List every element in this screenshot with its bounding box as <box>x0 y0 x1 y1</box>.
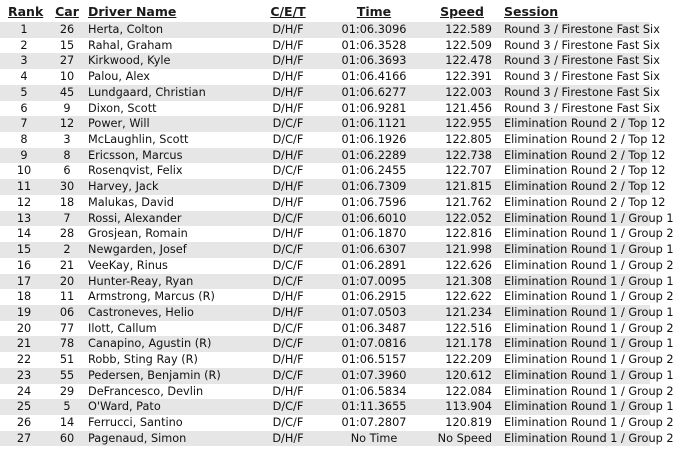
table-row <box>0 352 650 368</box>
speed-cell: 120.819 <box>424 415 500 431</box>
rank-cell: 2 <box>0 38 48 54</box>
table-row <box>0 132 650 148</box>
speed-cell: 121.178 <box>424 336 500 352</box>
table-row <box>0 384 650 400</box>
lap-time-cell: 01:06.7596 <box>324 195 424 211</box>
lap-time-cell: 01:06.1870 <box>324 226 424 242</box>
speed-cell: 121.815 <box>424 179 500 195</box>
car-number-cell: 06 <box>48 305 86 321</box>
rank-cell: 16 <box>0 258 48 274</box>
lap-time-cell: 01:07.0095 <box>324 274 424 290</box>
driver-name-cell: Ilott, Callum <box>86 321 252 337</box>
car-number-cell: 7 <box>48 211 86 227</box>
lap-time-cell: 01:06.9281 <box>324 101 424 117</box>
speed-cell: 122.084 <box>424 384 500 400</box>
rank-cell: 27 <box>0 431 48 447</box>
table-row <box>0 305 650 321</box>
driver-name-cell: Lundgaard, Christian <box>86 85 252 101</box>
rank-cell: 24 <box>0 384 48 400</box>
table-row <box>0 53 650 69</box>
session-cell: Round 3 / Firestone Fast Six <box>500 85 650 101</box>
car-number-cell: 29 <box>48 384 86 400</box>
cet-cell: D/H/F <box>252 148 324 164</box>
cet-cell: D/C/F <box>252 321 324 337</box>
speed-cell: 122.622 <box>424 289 500 305</box>
session-cell: Elimination Round 1 / Group 2 <box>500 321 650 337</box>
car-number-cell: 30 <box>48 179 86 195</box>
cet-cell: D/H/F <box>252 22 324 38</box>
driver-name-cell: Dixon, Scott <box>86 101 252 117</box>
cet-cell: D/H/F <box>252 53 324 69</box>
session-cell: Elimination Round 1 / Group 1 <box>500 211 650 227</box>
driver-name-cell: Rahal, Graham <box>86 38 252 54</box>
driver-name-cell: DeFrancesco, Devlin <box>86 384 252 400</box>
rank-cell: 23 <box>0 368 48 384</box>
car-number-cell: 20 <box>48 274 86 290</box>
rank-cell: 21 <box>0 336 48 352</box>
driver-name-cell: Rosenqvist, Felix <box>86 163 252 179</box>
speed-cell: 122.805 <box>424 132 500 148</box>
lap-time-cell: 01:07.0503 <box>324 305 424 321</box>
cet-cell: D/H/F <box>252 179 324 195</box>
car-number-cell: 10 <box>48 69 86 85</box>
rank-cell: 20 <box>0 321 48 337</box>
speed-cell: 122.738 <box>424 148 500 164</box>
lap-time-cell: 01:07.3960 <box>324 368 424 384</box>
lap-time-cell: 01:06.2289 <box>324 148 424 164</box>
lap-time-cell: 01:06.1926 <box>324 132 424 148</box>
driver-name-cell: Harvey, Jack <box>86 179 252 195</box>
lap-time-cell: 01:06.2891 <box>324 258 424 274</box>
lap-time-cell: 01:06.2915 <box>324 289 424 305</box>
driver-name-cell: McLaughlin, Scott <box>86 132 252 148</box>
driver-name-cell: Canapino, Agustin (R) <box>86 336 252 352</box>
lap-time-cell: 01:06.7309 <box>324 179 424 195</box>
cet-cell: D/H/F <box>252 431 324 447</box>
car-number-cell: 6 <box>48 163 86 179</box>
table-row <box>0 116 650 132</box>
session-cell: Elimination Round 1 / Group 1 <box>500 399 650 415</box>
table-row <box>0 336 650 352</box>
lap-time-cell: 01:06.2455 <box>324 163 424 179</box>
table-row <box>0 368 650 384</box>
speed-cell: 122.052 <box>424 211 500 227</box>
header-row <box>0 0 650 22</box>
rank-cell: 17 <box>0 274 48 290</box>
car-number-cell: 2 <box>48 242 86 258</box>
cet-cell: D/C/F <box>252 211 324 227</box>
speed-cell: 121.998 <box>424 242 500 258</box>
speed-cell: 121.456 <box>424 101 500 117</box>
session-cell: Elimination Round 1 / Group 2 <box>500 384 650 400</box>
table-row <box>0 399 650 415</box>
lap-time-cell: 01:06.1121 <box>324 116 424 132</box>
car-number-cell: 14 <box>48 415 86 431</box>
lap-time-cell: 01:06.6277 <box>324 85 424 101</box>
results-body <box>0 22 674 446</box>
session-cell: Round 3 / Firestone Fast Six <box>500 101 650 117</box>
table-row <box>0 431 650 447</box>
session-cell: Elimination Round 1 / Group 2 <box>500 431 650 447</box>
table-row <box>0 101 650 117</box>
speed-cell: 122.209 <box>424 352 500 368</box>
rank-cell: 1 <box>0 22 48 38</box>
table-row <box>0 415 650 431</box>
session-cell: Elimination Round 1 / Group 2 <box>500 352 650 368</box>
table-row <box>0 226 650 242</box>
car-number-cell: 15 <box>48 38 86 54</box>
session-header: Session <box>504 3 559 19</box>
table-row <box>0 179 650 195</box>
session-cell: Elimination Round 1 / Group 1 <box>500 305 650 321</box>
cet-cell: D/H/F <box>252 85 324 101</box>
speed-cell: 122.816 <box>424 226 500 242</box>
table-row <box>0 148 650 164</box>
speed-cell: No Speed <box>424 431 500 447</box>
rank-cell: 12 <box>0 195 48 211</box>
rank-cell: 5 <box>0 85 48 101</box>
car-number-cell: 3 <box>48 132 86 148</box>
lap-time-cell: 01:06.3693 <box>324 53 424 69</box>
speed-header: Speed <box>440 3 484 19</box>
driver-name-cell: Newgarden, Josef <box>86 242 252 258</box>
table-row <box>0 195 650 211</box>
speed-cell: 122.003 <box>424 85 500 101</box>
lap-time-cell: 01:06.4166 <box>324 69 424 85</box>
driver-name-cell: VeeKay, Rinus <box>86 258 252 274</box>
table-row <box>0 85 650 101</box>
session-cell: Elimination Round 2 / Top 12 <box>500 116 650 132</box>
lap-time-cell: 01:06.5157 <box>324 352 424 368</box>
cet-cell: D/C/F <box>252 258 324 274</box>
driver-name-cell: O'Ward, Pato <box>86 399 252 415</box>
car-number-cell: 51 <box>48 352 86 368</box>
table-row <box>0 211 650 227</box>
rank-cell: 19 <box>0 305 48 321</box>
driver-name-cell: Robb, Sting Ray (R) <box>86 352 252 368</box>
car-header: Car <box>55 3 79 19</box>
speed-cell: 122.589 <box>424 22 500 38</box>
cet-cell: D/C/F <box>252 274 324 290</box>
driver-name-cell: Herta, Colton <box>86 22 252 38</box>
rank-cell: 15 <box>0 242 48 258</box>
lap-time-cell: 01:11.3655 <box>324 399 424 415</box>
session-cell: Elimination Round 1 / Group 1 <box>500 242 650 258</box>
driver-name-cell: Rossi, Alexander <box>86 211 252 227</box>
table-row <box>0 22 650 38</box>
car-number-cell: 28 <box>48 226 86 242</box>
car-number-cell: 27 <box>48 53 86 69</box>
car-number-cell: 26 <box>48 22 86 38</box>
cet-cell: D/C/F <box>252 368 324 384</box>
driver-name-cell: Armstrong, Marcus (R) <box>86 289 252 305</box>
car-number-cell: 11 <box>48 289 86 305</box>
cet-cell: D/C/F <box>252 336 324 352</box>
rank-cell: 7 <box>0 116 48 132</box>
table-row <box>0 274 650 290</box>
car-number-cell: 9 <box>48 101 86 117</box>
speed-cell: 121.234 <box>424 305 500 321</box>
speed-cell: 122.626 <box>424 258 500 274</box>
rank-cell: 3 <box>0 53 48 69</box>
cet-header: C/E/T <box>270 3 306 19</box>
lap-time-cell: 01:06.6307 <box>324 242 424 258</box>
cet-cell: D/H/F <box>252 195 324 211</box>
cet-cell: D/C/F <box>252 242 324 258</box>
cet-cell: D/H/F <box>252 305 324 321</box>
lap-time-cell: 01:06.6010 <box>324 211 424 227</box>
session-cell: Elimination Round 2 / Top 12 <box>500 132 650 148</box>
session-cell: Elimination Round 1 / Group 1 <box>500 336 650 352</box>
driver-name-cell: Malukas, David <box>86 195 252 211</box>
cet-cell: D/H/F <box>252 38 324 54</box>
lap-time-cell: 01:06.3096 <box>324 22 424 38</box>
table-row <box>0 38 650 54</box>
lap-time-cell: 01:07.0816 <box>324 336 424 352</box>
speed-cell: 122.707 <box>424 163 500 179</box>
cet-cell: D/H/F <box>252 101 324 117</box>
speed-cell: 121.762 <box>424 195 500 211</box>
car-number-cell: 78 <box>48 336 86 352</box>
driver-name-cell: Ericsson, Marcus <box>86 148 252 164</box>
table-row <box>0 321 650 337</box>
session-cell: Round 3 / Firestone Fast Six <box>500 53 650 69</box>
car-number-cell: 18 <box>48 195 86 211</box>
rank-cell: 9 <box>0 148 48 164</box>
cet-cell: D/H/F <box>252 289 324 305</box>
table-row <box>0 242 650 258</box>
time-header: Time <box>356 3 392 19</box>
session-cell: Elimination Round 1 / Group 2 <box>500 289 650 305</box>
lap-time-cell: No Time <box>324 431 424 447</box>
car-number-cell: 77 <box>48 321 86 337</box>
rank-cell: 25 <box>0 399 48 415</box>
session-cell: Elimination Round 1 / Group 1 <box>500 274 650 290</box>
driver-name-cell: Pagenaud, Simon <box>86 431 252 447</box>
rank-header: Rank <box>8 3 44 19</box>
driver-name-cell: Ferrucci, Santino <box>86 415 252 431</box>
speed-cell: 122.478 <box>424 53 500 69</box>
table-row <box>0 69 650 85</box>
rank-cell: 4 <box>0 69 48 85</box>
session-cell: Round 3 / Firestone Fast Six <box>500 38 650 54</box>
cet-cell: D/C/F <box>252 132 324 148</box>
car-number-cell: 60 <box>48 431 86 447</box>
car-number-cell: 12 <box>48 116 86 132</box>
cet-cell: D/H/F <box>252 226 324 242</box>
driver-name-cell: Grosjean, Romain <box>86 226 252 242</box>
rank-cell: 11 <box>0 179 48 195</box>
lap-time-cell: 01:06.3528 <box>324 38 424 54</box>
rank-cell: 14 <box>0 226 48 242</box>
lap-time-cell: 01:06.3487 <box>324 321 424 337</box>
rank-cell: 8 <box>0 132 48 148</box>
speed-cell: 122.391 <box>424 69 500 85</box>
speed-cell: 121.308 <box>424 274 500 290</box>
speed-cell: 122.516 <box>424 321 500 337</box>
lap-time-cell: 01:06.5834 <box>324 384 424 400</box>
rank-cell: 18 <box>0 289 48 305</box>
table-row <box>0 289 650 305</box>
driver-name-cell: Palou, Alex <box>86 69 252 85</box>
driver-name-cell: Power, Will <box>86 116 252 132</box>
speed-cell: 122.509 <box>424 38 500 54</box>
car-number-cell: 5 <box>48 399 86 415</box>
session-cell: Elimination Round 2 / Top 12 <box>500 148 650 164</box>
rank-cell: 10 <box>0 163 48 179</box>
rank-cell: 6 <box>0 101 48 117</box>
rank-cell: 26 <box>0 415 48 431</box>
session-cell: Elimination Round 1 / Group 2 <box>500 226 650 242</box>
driver-name-cell: Pedersen, Benjamin (R) <box>86 368 252 384</box>
cet-cell: D/H/F <box>252 384 324 400</box>
speed-cell: 120.612 <box>424 368 500 384</box>
lap-time-cell: 01:07.2807 <box>324 415 424 431</box>
car-number-cell: 21 <box>48 258 86 274</box>
rank-cell: 22 <box>0 352 48 368</box>
cet-cell: D/C/F <box>252 415 324 431</box>
driver-name-cell: Hunter-Reay, Ryan <box>86 274 252 290</box>
rank-cell: 13 <box>0 211 48 227</box>
cet-cell: D/C/F <box>252 116 324 132</box>
speed-cell: 113.904 <box>424 399 500 415</box>
session-cell: Elimination Round 2 / Top 12 <box>500 179 650 195</box>
car-number-cell: 55 <box>48 368 86 384</box>
cet-cell: D/H/F <box>252 69 324 85</box>
session-cell: Elimination Round 1 / Group 2 <box>500 258 650 274</box>
driver-name-header: Driver Name <box>88 3 177 19</box>
session-cell: Elimination Round 2 / Top 12 <box>500 195 650 211</box>
driver-name-cell: Kirkwood, Kyle <box>86 53 252 69</box>
cet-cell: D/H/F <box>252 352 324 368</box>
car-number-cell: 45 <box>48 85 86 101</box>
table-row <box>0 163 650 179</box>
table-row <box>0 258 650 274</box>
driver-name-cell: Castroneves, Helio <box>86 305 252 321</box>
speed-cell: 122.955 <box>424 116 500 132</box>
car-number-cell: 8 <box>48 148 86 164</box>
session-cell: Elimination Round 1 / Group 2 <box>500 415 650 431</box>
session-cell: Elimination Round 1 / Group 1 <box>500 368 650 384</box>
session-cell: Elimination Round 2 / Top 12 <box>500 163 650 179</box>
cet-cell: D/C/F <box>252 399 324 415</box>
session-cell: Round 3 / Firestone Fast Six <box>500 22 650 38</box>
session-cell: Round 3 / Firestone Fast Six <box>500 69 650 85</box>
cet-cell: D/C/F <box>252 163 324 179</box>
